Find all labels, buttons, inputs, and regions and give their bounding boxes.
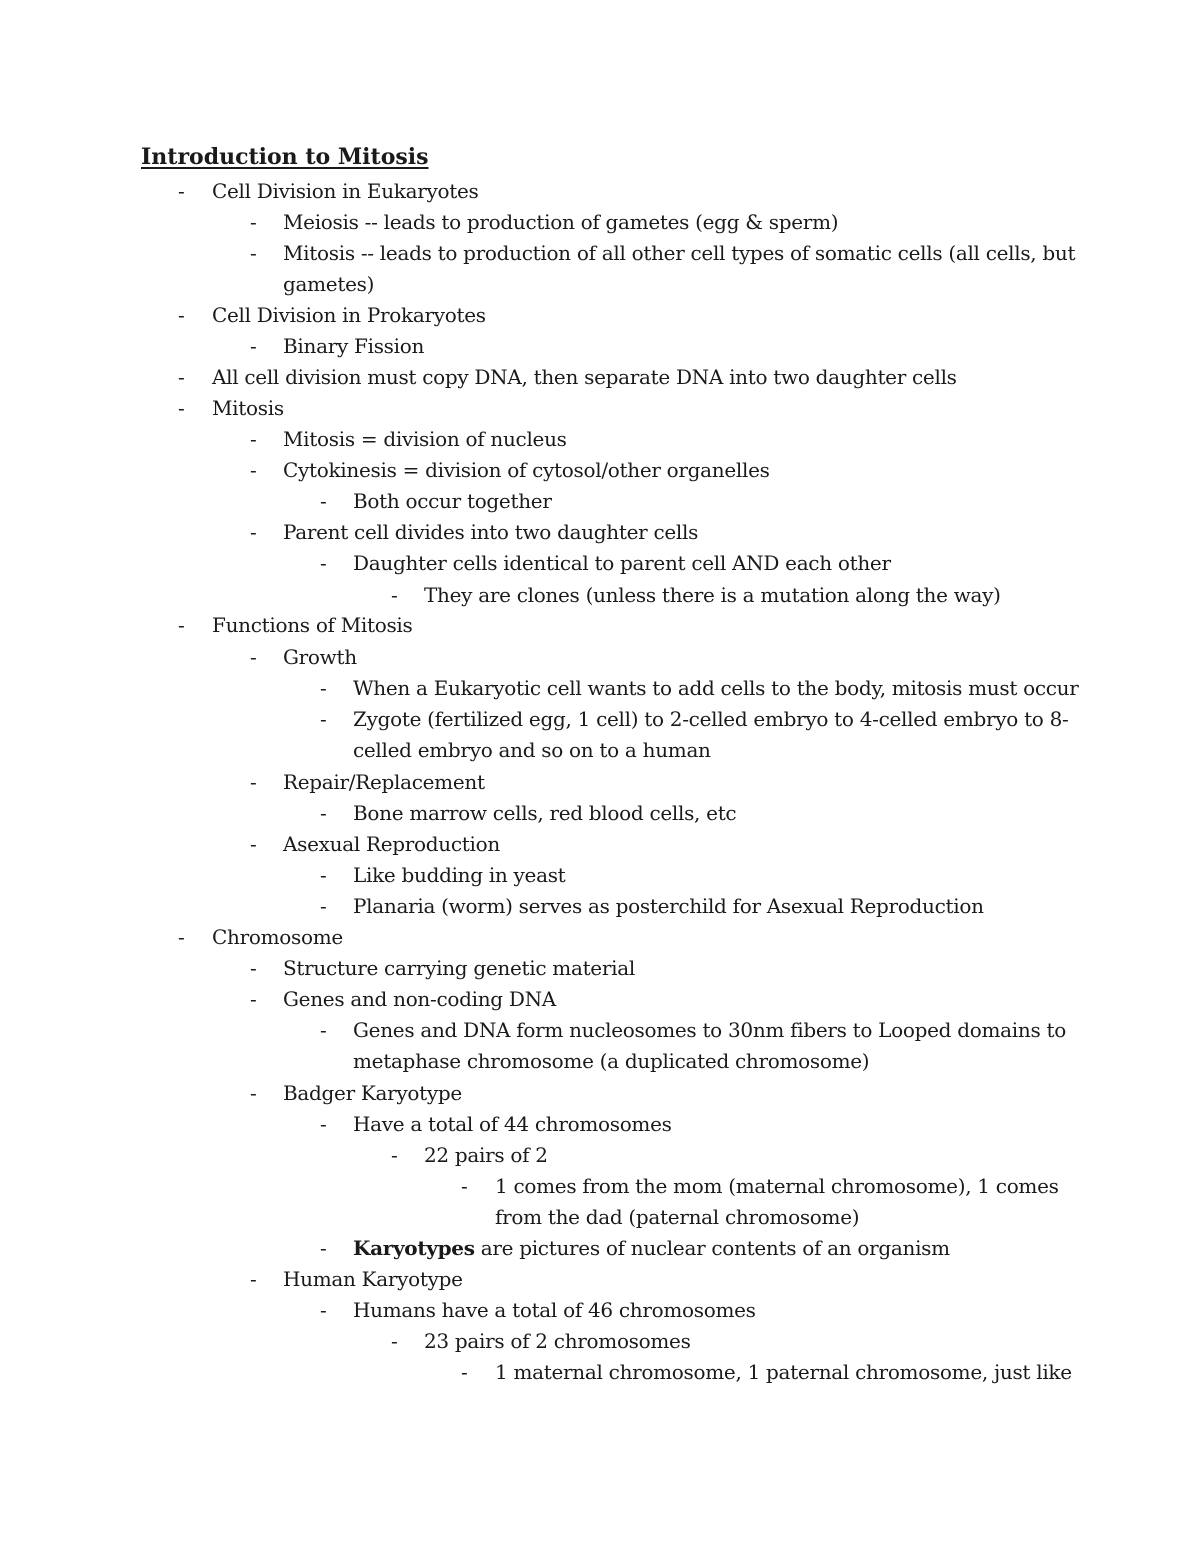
list-item: Cell Division in Eukaryotes (212, 179, 479, 203)
bullet-dash: - (320, 863, 327, 887)
bullet-dash: - (250, 458, 257, 482)
list-item: 1 maternal chromosome, 1 paternal chromosome, just like (495, 1360, 1072, 1384)
list-item-continuation: from the dad (paternal chromosome) (495, 1205, 860, 1229)
page-title: Introduction to Mitosis (141, 144, 429, 170)
list-item: Structure carrying genetic material (283, 956, 635, 980)
bullet-dash: - (250, 520, 257, 544)
list-item: 22 pairs of 2 (424, 1143, 548, 1167)
bullet-dash: - (250, 1267, 257, 1291)
list-item: Cell Division in Prokaryotes (212, 303, 486, 327)
bullet-dash: - (320, 1236, 327, 1260)
bullet-dash: - (461, 1360, 468, 1384)
list-item: Planaria (worm) serves as posterchild for Asexual Reproduction (353, 894, 984, 918)
list-item: Chromosome (212, 925, 343, 949)
list-item: Genes and non-coding DNA (283, 987, 556, 1011)
list-item: Both occur together (353, 489, 552, 513)
list-item: Bone marrow cells, red blood cells, etc (353, 801, 737, 825)
list-item: Asexual Reproduction (283, 832, 500, 856)
bullet-dash: - (178, 303, 185, 327)
bullet-dash: - (250, 210, 257, 234)
bullet-dash: - (178, 179, 185, 203)
list-item: Humans have a total of 46 chromosomes (353, 1298, 756, 1322)
bullet-dash: - (391, 1143, 398, 1167)
list-item: Daughter cells identical to parent cell AND each other (353, 551, 891, 575)
bullet-dash: - (320, 894, 327, 918)
bullet-dash: - (250, 334, 257, 358)
bullet-dash: - (178, 925, 185, 949)
bullet-dash: - (250, 956, 257, 980)
list-item: Parent cell divides into two daughter cells (283, 520, 699, 544)
list-item-continuation: celled embryo and so on to a human (353, 738, 711, 762)
list-item-text: are pictures of nuclear contents of an organism (474, 1236, 950, 1260)
list-item-continuation: gametes) (283, 272, 375, 296)
bullet-dash: - (250, 987, 257, 1011)
bullet-dash: - (320, 489, 327, 513)
bullet-dash: - (320, 707, 327, 731)
bullet-dash: - (320, 1112, 327, 1136)
list-item: Mitosis = division of nucleus (283, 427, 567, 451)
bullet-dash: - (250, 241, 257, 265)
list-item: Binary Fission (283, 334, 425, 358)
bullet-dash: - (320, 1018, 327, 1042)
bullet-dash: - (461, 1174, 468, 1198)
bullet-dash: - (320, 551, 327, 575)
list-item: Human Karyotype (283, 1267, 463, 1291)
list-item: 1 comes from the mom (maternal chromosome), 1 comes (495, 1174, 1059, 1198)
list-item: Mitosis (212, 396, 284, 420)
list-item: Meiosis -- leads to production of gametes (egg & sperm) (283, 210, 839, 234)
list-item: Functions of Mitosis (212, 613, 413, 637)
bullet-dash: - (250, 832, 257, 856)
bullet-dash: - (250, 770, 257, 794)
bold-term: Karyotypes (353, 1236, 475, 1260)
list-item (353, 1233, 950, 1264)
bullet-dash: - (178, 396, 185, 420)
list-item: 23 pairs of 2 chromosomes (424, 1329, 691, 1353)
bullet-dash: - (391, 1329, 398, 1353)
list-item: Mitosis -- leads to production of all other cell types of somatic cells (all cells, but (283, 241, 1076, 265)
list-item-continuation: metaphase chromosome (a duplicated chromosome) (353, 1049, 870, 1073)
list-item: Like budding in yeast (353, 863, 566, 887)
list-item: Badger Karyotype (283, 1081, 462, 1105)
bullet-dash: - (250, 1081, 257, 1105)
bullet-dash: - (250, 427, 257, 451)
list-item: Zygote (fertilized egg, 1 cell) to 2-celled embryo to 4-celled embryo to 8- (353, 707, 1069, 731)
bullet-dash: - (391, 583, 398, 607)
bullet-dash: - (320, 676, 327, 700)
bullet-dash: - (178, 613, 185, 637)
bullet-dash: - (178, 365, 185, 389)
list-item: Cytokinesis = division of cytosol/other organelles (283, 458, 770, 482)
list-item: Have a total of 44 chromosomes (353, 1112, 672, 1136)
bullet-dash: - (320, 1298, 327, 1322)
list-item: Repair/Replacement (283, 770, 485, 794)
list-item: All cell division must copy DNA, then separate DNA into two daughter cells (212, 365, 957, 389)
list-item: They are clones (unless there is a mutation along the way) (424, 583, 1001, 607)
bullet-dash: - (250, 645, 257, 669)
list-item: Growth (283, 645, 357, 669)
list-item: When a Eukaryotic cell wants to add cells to the body, mitosis must occur (353, 676, 1079, 700)
list-item: Genes and DNA form nucleosomes to 30nm fibers to Looped domains to (353, 1018, 1066, 1042)
bullet-dash: - (320, 801, 327, 825)
